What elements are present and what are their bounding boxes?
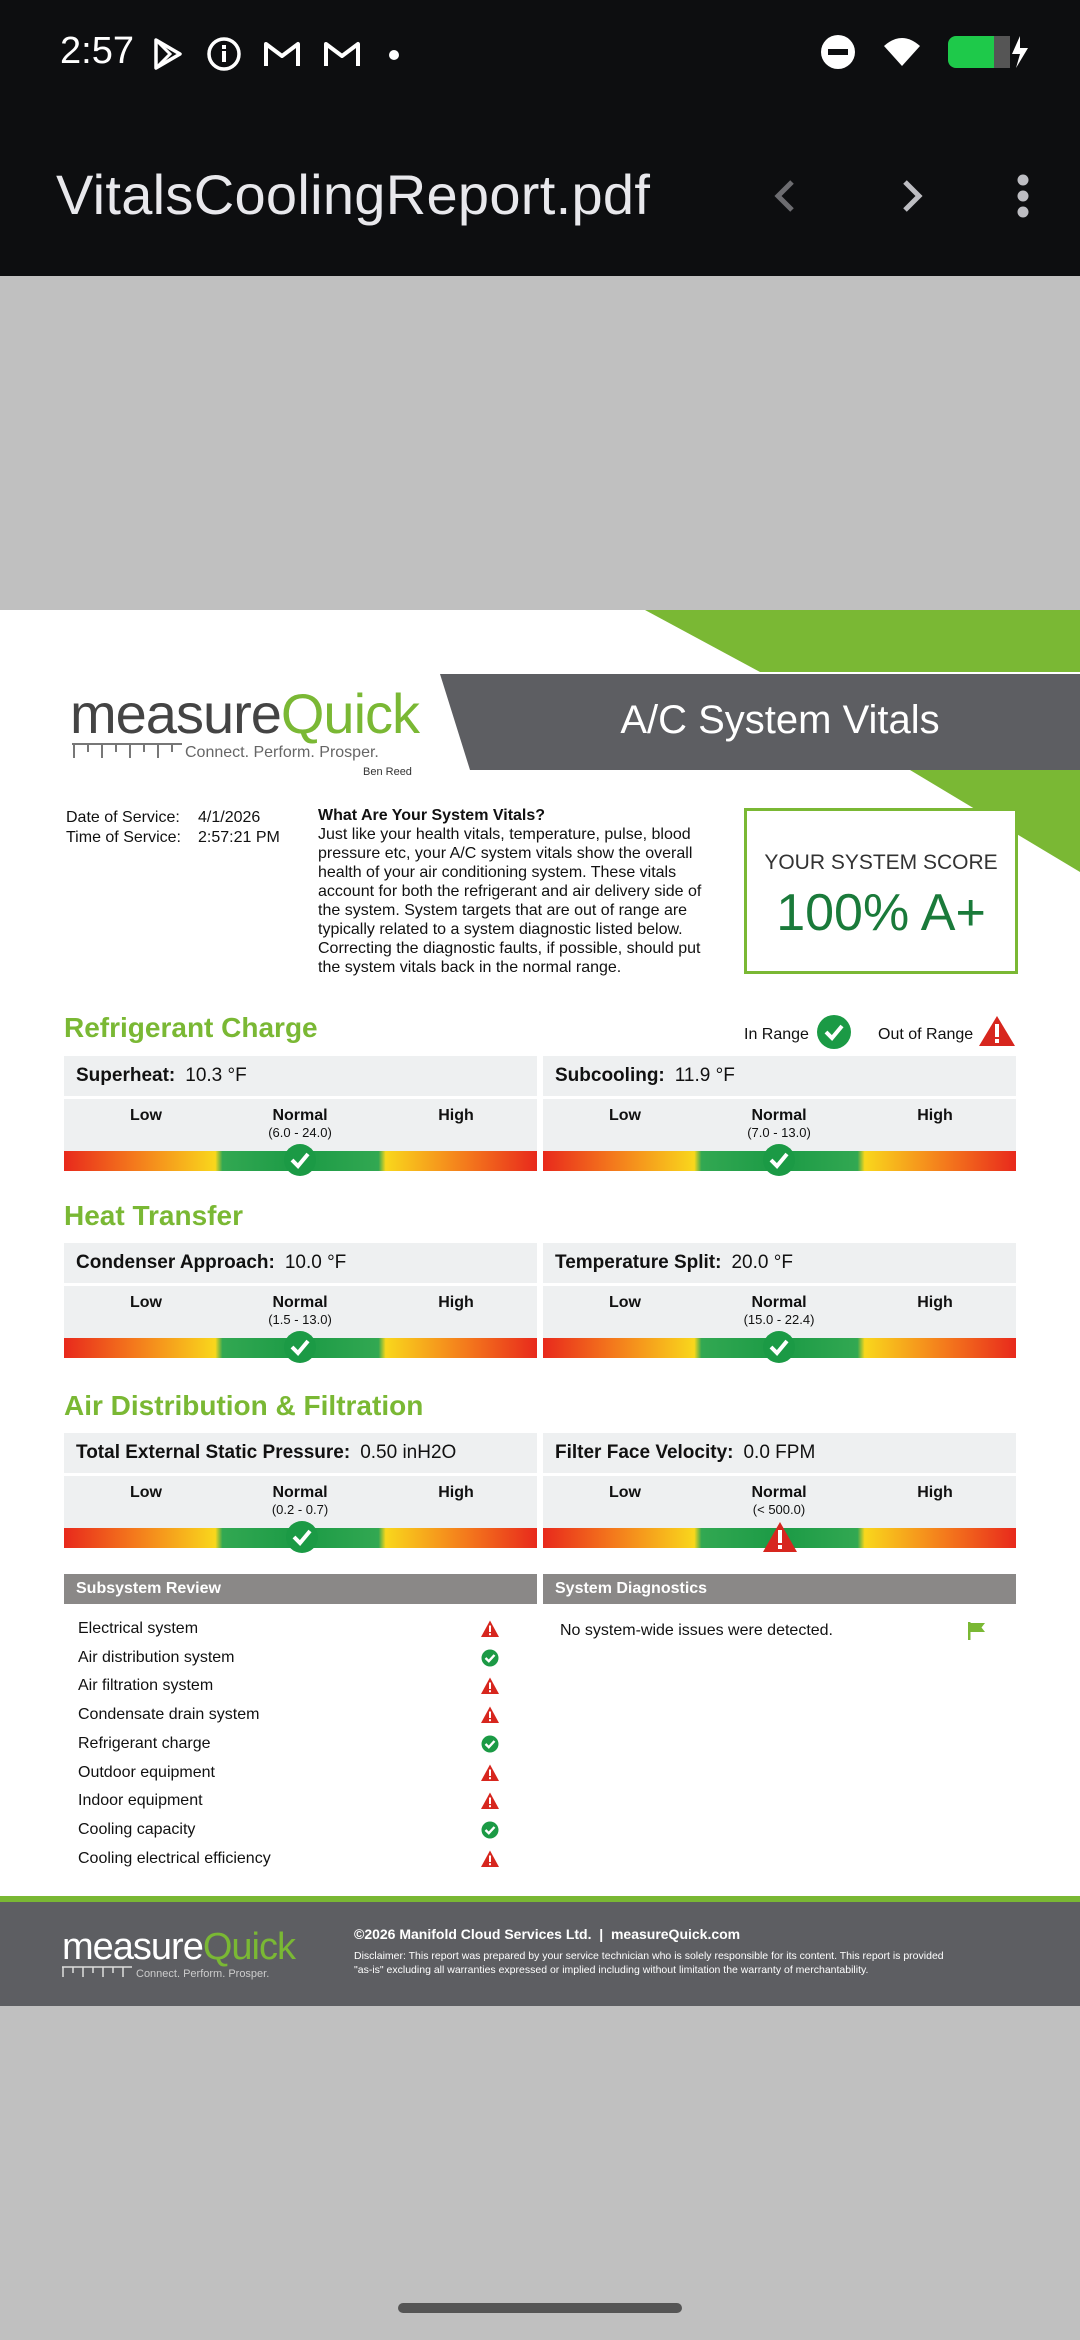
vitals-description: [318, 806, 738, 977]
scale-normal: Normal: [272, 1484, 328, 1501]
footer-logo-measure: measure: [62, 1926, 203, 1968]
vitals-line: the system vitals back in the normal range.: [318, 959, 622, 976]
in-range-marker-icon: [283, 1143, 317, 1177]
footer-disclaimer-line1: Disclaimer: This report was prepared by your service technician who is solely responsible for its content. This report is provided: [354, 1950, 944, 1962]
warning-icon: [480, 1705, 500, 1725]
score-label: YOUR SYSTEM SCORE: [764, 851, 998, 874]
normal-range: (0.2 - 0.7): [271, 1502, 329, 1517]
footer-tagline: Connect. Perform. Prosper.: [136, 1968, 270, 1980]
measurequick-logo: [70, 682, 420, 782]
metric-name: Total External Static Pressure:: [76, 1442, 351, 1463]
vitals-line: health of your air conditioning system. These vitals: [318, 864, 677, 881]
metric-value: 10.0 °F: [284, 1252, 347, 1273]
scale-low: Low: [130, 1107, 162, 1124]
ok-check-icon: [480, 1820, 500, 1840]
metric-value: 0.50 inH2O: [360, 1442, 457, 1463]
vitals-line: Just like your health vitals, temperature, pulse, blood: [318, 826, 691, 843]
metric-name: Condenser Approach:: [76, 1252, 275, 1273]
logo-text-quick: Quick: [280, 682, 420, 745]
footer-ruler-icon: [62, 1966, 132, 1978]
scale-normal: Normal: [751, 1294, 807, 1311]
scale-high: High: [917, 1484, 953, 1501]
metric-filter-face-velocity: [543, 1433, 1016, 1548]
vitals-line: typically related to a system diagnostic listed below.: [318, 921, 683, 938]
vitals-line: the system. System targets that are out of range are: [318, 902, 688, 919]
metric-subcooling: [543, 1056, 1016, 1171]
legend-out-of-range-label: Out of Range: [878, 1026, 974, 1043]
metric-name: Temperature Split:: [555, 1252, 722, 1273]
range-gauge: [543, 1528, 1016, 1548]
section-heat-transfer: Heat Transfer: [64, 1200, 243, 1231]
subsystem-item-label: Condensate drain system: [78, 1706, 260, 1724]
footer-logo: [62, 1926, 295, 1988]
warning-icon: [480, 1849, 500, 1869]
scale-normal: Normal: [272, 1294, 328, 1311]
status-bar: [0, 0, 1080, 110]
battery-charging-icon: [946, 32, 1030, 72]
metric-value: 10.3 °F: [185, 1065, 247, 1086]
subsystem-item-label: Cooling capacity: [78, 1820, 196, 1838]
out-of-range-warning-icon: [978, 1014, 1016, 1048]
normal-range: (< 500.0): [752, 1502, 806, 1517]
scale-low: Low: [609, 1294, 641, 1311]
range-gauge: [64, 1338, 537, 1358]
subsystem-item-label: Indoor equipment: [78, 1792, 203, 1810]
range-gauge: [543, 1151, 1016, 1171]
section-air-distribution: Air Distribution & Filtration: [64, 1390, 424, 1421]
subsystem-item-label: Outdoor equipment: [78, 1763, 215, 1781]
service-info: [66, 808, 280, 848]
gmail-icon: [262, 36, 302, 72]
info-icon: [206, 36, 242, 72]
vitals-line: account for both the refrigerant and air delivery side of: [318, 883, 702, 900]
next-button[interactable]: [884, 168, 940, 224]
section-refrigerant-charge: Refrigerant Charge: [64, 1012, 318, 1043]
play-store-icon: [150, 36, 186, 72]
vitals-heading: What Are Your System Vitals?: [318, 807, 546, 824]
do-not-disturb-icon: [818, 32, 858, 72]
in-range-marker-icon: [283, 1330, 317, 1364]
warning-icon: [480, 1619, 500, 1639]
normal-range: (7.0 - 13.0): [747, 1125, 811, 1140]
notification-icons: [150, 36, 406, 72]
document-title: VitalsCoolingReport.pdf: [56, 163, 651, 226]
range-legend: [744, 1014, 1019, 1054]
logo-tagline: Connect. Perform. Prosper.: [185, 744, 379, 761]
vitals-line: pressure etc, your A/C system vitals show the overall: [318, 845, 693, 862]
banner-title: A/C System Vitals: [620, 698, 940, 742]
footer-logo-quick: Quick: [202, 1926, 295, 1968]
report-footer: [0, 1896, 1080, 2006]
scale-high: High: [438, 1107, 474, 1124]
metric-name: Subcooling:: [555, 1065, 665, 1086]
chevron-left-icon: [770, 176, 800, 216]
range-gauge: [64, 1151, 537, 1171]
scale-low: Low: [130, 1294, 162, 1311]
subsystem-item-label: Electrical system: [78, 1620, 199, 1637]
wifi-icon: [880, 32, 924, 72]
ok-check-icon: [480, 1648, 500, 1668]
scale-high: High: [438, 1484, 474, 1501]
ok-check-icon: [480, 1734, 500, 1754]
scale-normal: Normal: [751, 1484, 807, 1501]
metric-value: 0.0 FPM: [743, 1442, 816, 1463]
subsystem-item-label: Refrigerant charge: [78, 1734, 211, 1752]
in-range-marker-icon: [285, 1520, 319, 1554]
system-score-box: [744, 808, 1018, 974]
normal-range: (1.5 - 13.0): [268, 1312, 332, 1327]
metric-value: 20.0 °F: [731, 1252, 793, 1273]
metric-temperature-split: [543, 1243, 1016, 1358]
out-of-range-marker-icon: [762, 1520, 798, 1554]
metric-name: Filter Face Velocity:: [555, 1442, 734, 1463]
normal-range: (6.0 - 24.0): [268, 1125, 332, 1140]
footer-disclaimer-line2: "as-is" excluding all warranties expressed or implied including without limitation the warranty of merchantability.: [354, 1964, 869, 1976]
scale-high: High: [917, 1294, 953, 1311]
flag-icon: [966, 1620, 988, 1642]
metric-condenser-approach: [64, 1243, 537, 1358]
warning-icon: [480, 1763, 500, 1783]
in-range-marker-icon: [762, 1330, 796, 1364]
time-value: 2:57:21 PM: [198, 829, 280, 846]
subsystem-item-label: Air filtration system: [78, 1677, 214, 1695]
logo-text-measure: measure: [70, 682, 281, 745]
scale-low: Low: [130, 1484, 162, 1501]
subsystem-review-header: Subsystem Review: [64, 1574, 537, 1604]
range-gauge: [64, 1528, 537, 1548]
footer-copyright: ©2026 Manifold Cloud Services Ltd. | measureQuick.com: [354, 1926, 741, 1942]
normal-range: (15.0 - 22.4): [743, 1312, 815, 1327]
more-notifications-dot-icon: [382, 36, 406, 72]
vitals-line: Correcting the diagnostic faults, if possible, should put: [318, 940, 701, 957]
scale-normal: Normal: [751, 1107, 807, 1124]
scale-high: High: [917, 1107, 953, 1124]
more-vert-icon: [1013, 172, 1033, 220]
system-diagnostics-header: System Diagnostics: [543, 1574, 1016, 1604]
system-icons: [818, 32, 1030, 72]
gesture-nav-handle[interactable]: [398, 2303, 682, 2313]
range-gauge: [543, 1338, 1016, 1358]
diagnostics-message: No system-wide issues were detected.: [560, 1622, 833, 1639]
in-range-marker-icon: [762, 1143, 796, 1177]
score-value: 100% A+: [776, 884, 986, 942]
warning-icon: [480, 1791, 500, 1811]
in-range-badge-icon: [816, 1014, 852, 1050]
warning-icon: [480, 1676, 500, 1696]
scale-normal: Normal: [272, 1107, 328, 1124]
pdf-page: [0, 610, 1080, 2006]
subsystem-item-label: Air distribution system: [78, 1648, 235, 1666]
gmail-icon-2: [322, 36, 362, 72]
subsystem-item-label: Cooling electrical efficiency: [78, 1849, 271, 1867]
legend-in-range-label: In Range: [744, 1026, 809, 1043]
pdf-viewer-toolbar: [0, 110, 1080, 276]
scale-low: Low: [609, 1484, 641, 1501]
status-time: 2:57: [60, 30, 134, 72]
metric-superheat: [64, 1056, 537, 1171]
date-label: Date of Service:: [66, 809, 180, 826]
previous-button[interactable]: [757, 168, 813, 224]
date-value: 4/1/2026: [198, 809, 261, 826]
scale-high: High: [438, 1294, 474, 1311]
metric-total-external-static-pressure: [64, 1433, 537, 1548]
time-label: Time of Service:: [66, 829, 181, 846]
overflow-menu-button[interactable]: [995, 168, 1051, 224]
metric-name: Superheat:: [76, 1065, 176, 1086]
logo-ruler-icon: [72, 742, 182, 760]
scale-low: Low: [609, 1107, 641, 1124]
technician-name: Ben Reed: [363, 766, 412, 778]
metric-value: 11.9 °F: [674, 1065, 735, 1086]
chevron-right-icon: [897, 176, 927, 216]
